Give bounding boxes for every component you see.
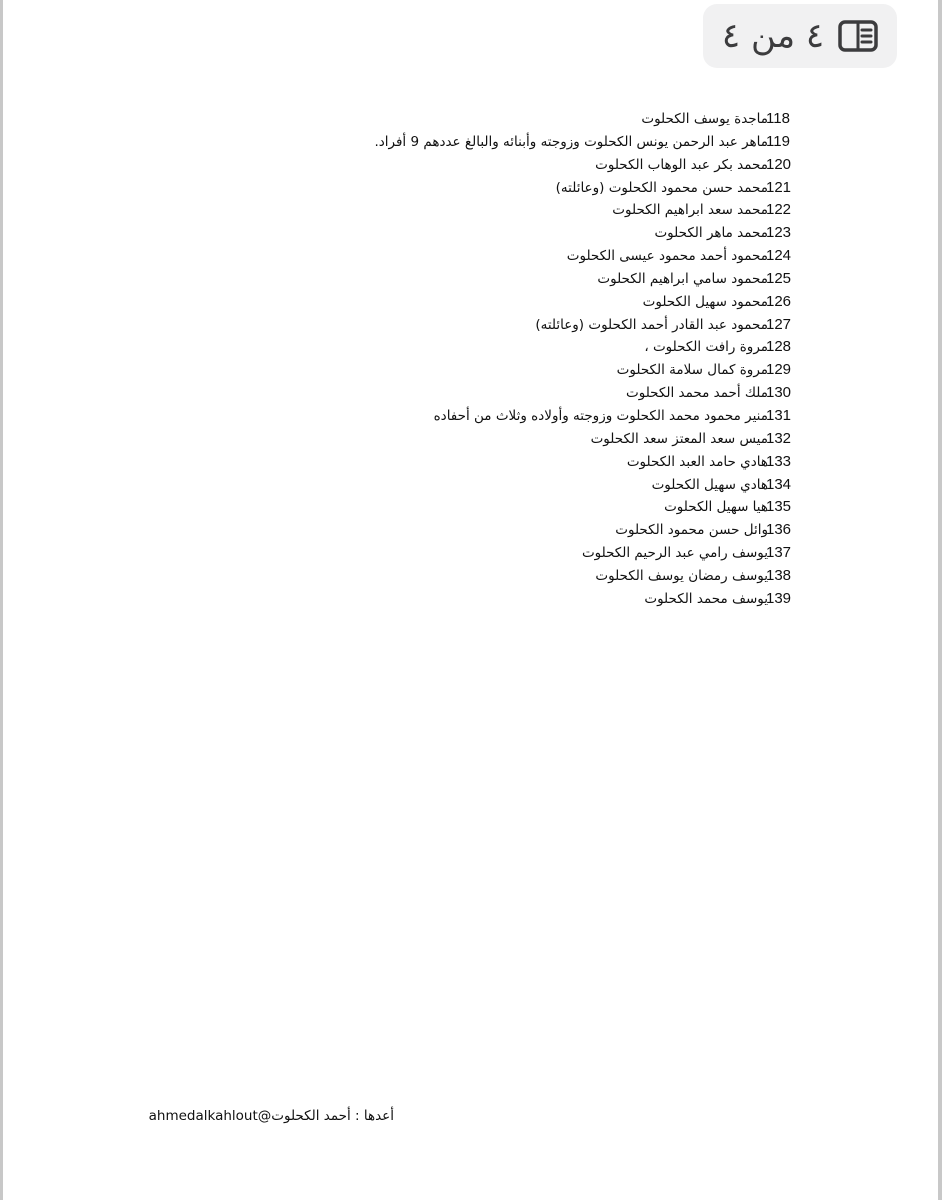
- entry-name: وائل حسن محمود الكحلوت: [615, 522, 768, 539]
- entry-number: 131: [766, 406, 792, 424]
- list-item: [0, 108, 942, 131]
- list-item: [0, 154, 942, 177]
- entry-name: يوسف رمضان يوسف الكحلوت: [595, 567, 768, 584]
- entry-number: 133: [766, 452, 792, 470]
- entry-name: محمود سهيل الكحلوت: [642, 293, 768, 310]
- entry-number: 139: [766, 589, 792, 607]
- entry-name: هادي سهيل الكحلوت: [651, 476, 768, 493]
- list-item: [0, 451, 942, 474]
- entry-number: 128: [766, 338, 792, 356]
- entry-number: 123: [766, 224, 792, 242]
- names-list: [0, 108, 942, 611]
- entry-name: منير محمود محمد الكحلوت وزوجته وأولاده وثلاث من أحفاده: [433, 407, 768, 424]
- entry-number: 138: [766, 566, 792, 584]
- list-item: [0, 245, 942, 268]
- entry-name: يوسف رامي عبد الرحيم الكحلوت: [581, 545, 768, 562]
- entry-name: محمود أحمد محمود عيسى الكحلوت: [566, 248, 768, 265]
- list-item: [0, 474, 942, 497]
- page-indicator-text: ٤ من ٤: [721, 16, 825, 56]
- list-item: [0, 291, 942, 314]
- entry-name: ميس سعد المعتز سعد الكحلوت: [590, 430, 768, 447]
- footer-credit: أعدها : أحمد الكحلوت@ahmedalkahlout: [148, 1108, 394, 1124]
- page-indicator[interactable]: [703, 4, 897, 68]
- list-item: [0, 131, 942, 154]
- list-item: [0, 542, 942, 565]
- entry-number: 119: [766, 132, 790, 150]
- list-item: [0, 428, 942, 451]
- entry-name: محمد سعد ابراهيم الكحلوت: [612, 202, 768, 219]
- list-item: [0, 268, 942, 291]
- entry-number: 135: [766, 498, 792, 516]
- entry-name: مروة رافت الكحلوت ،: [644, 339, 768, 356]
- entry-number: 125: [766, 269, 792, 287]
- list-item: [0, 359, 942, 382]
- entry-name: هادي حامد العبد الكحلوت: [626, 453, 768, 470]
- entry-name: ملك أحمد محمد الكحلوت: [626, 385, 768, 402]
- entry-number: 130: [766, 384, 792, 402]
- entry-number: 118: [766, 110, 790, 127]
- book-icon: [838, 20, 878, 52]
- list-item: [0, 177, 942, 200]
- list-item: [0, 565, 942, 588]
- entry-number: 124: [766, 247, 792, 265]
- entry-name: مروة كمال سلامة الكحلوت: [616, 362, 768, 379]
- entry-number: 134: [766, 475, 792, 493]
- entry-number: 126: [766, 292, 792, 310]
- entry-name: هيا سهيل الكحلوت: [664, 499, 768, 516]
- list-item: [0, 588, 942, 611]
- entry-number: 121: [766, 178, 792, 196]
- list-item: [0, 199, 942, 222]
- list-item: [0, 519, 942, 542]
- list-item: [0, 382, 942, 405]
- entry-name: ماجدة يوسف الكحلوت: [641, 111, 768, 127]
- entry-name: محمد ماهر الكحلوت: [654, 225, 768, 242]
- list-item: [0, 336, 942, 359]
- list-item: [0, 222, 942, 245]
- entry-number: 127: [766, 315, 792, 333]
- entry-number: 129: [766, 361, 792, 379]
- entry-number: 137: [766, 544, 792, 562]
- list-item: [0, 405, 942, 428]
- entry-number: 120: [766, 155, 792, 173]
- entry-name: محمد حسن محمود الكحلوت (وعائلته): [555, 179, 768, 196]
- entry-number: 132: [766, 429, 792, 447]
- entry-name: محمود سامي ابراهيم الكحلوت: [597, 270, 768, 287]
- list-item: [0, 314, 942, 337]
- entry-name: محمد بكر عبد الوهاب الكحلوت: [595, 156, 768, 173]
- entry-name: ماهر عبد الرحمن يونس الكحلوت وزوجته وأبنائه والبالغ عددهم 9 أفراد.: [374, 133, 768, 150]
- entry-name: محمود عبد القادر أحمد الكحلوت (وعائلته): [535, 316, 768, 333]
- list-item: [0, 496, 942, 519]
- entry-number: 136: [766, 521, 792, 539]
- entry-number: 122: [766, 201, 792, 219]
- entry-name: يوسف محمد الكحلوت: [644, 590, 768, 607]
